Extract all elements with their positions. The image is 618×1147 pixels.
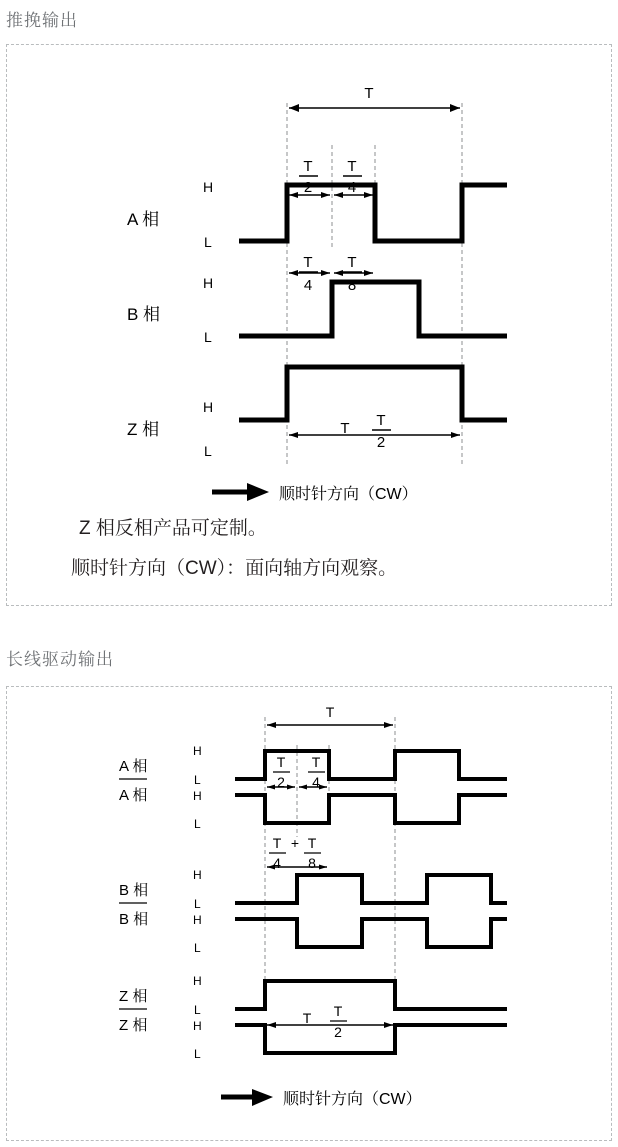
label-b-phase-2: B 相 [119,882,149,899]
dimension-t-over-4-num: T [347,158,357,175]
waveform-z-inverted-path-2 [235,1025,507,1053]
label-a-phase: A 相 [127,210,160,229]
level-a-l: L [204,234,212,250]
level-a2-l2: L [194,817,201,831]
line-driver-diagram-panel [6,686,612,1141]
note-cw-definition: 顺时针方向（CW）：面向轴方向观察。 [71,558,398,579]
dimension-period: T [364,85,374,102]
dimension-z-width-prefix: T [340,420,350,437]
dimension-z-width-num: T [376,412,386,429]
dimension2-z-width-prefix: T [302,1010,312,1026]
level-b-l: L [204,329,212,345]
dimension2-sum-first-den: 4 [273,855,281,871]
waveform-b-inverted-path-2 [235,919,507,947]
label-z-inverted-2: Z 相 [119,1017,148,1034]
level-a2-l1: L [194,773,201,787]
period-dimension-2 [267,722,393,728]
level-b2-l1: L [194,897,201,911]
waveform-a-phase-path [239,185,507,241]
dimension2-t-over-2-num: T [276,754,286,770]
level-b2-l2: L [194,941,201,955]
dimension2-sum-first-num: T [272,835,282,851]
cw-direction-label: 顺时针方向（CW） [279,486,418,503]
level-b2-h2: H [193,913,202,927]
dimension-t-over-4b-num: T [303,254,313,271]
label-a-phase-2: A 相 [119,758,148,775]
dimension2-t-over-4-den: 4 [312,774,320,790]
level-z-h: H [203,399,214,415]
level-z2-h2: H [193,1019,202,1033]
lower-sub-dimensions [289,270,373,276]
dimension-period-2: T [325,704,335,720]
level-z2-l2: L [194,1047,201,1061]
cw-direction-arrow-2 [221,1089,273,1106]
line-driver-waveform-svg [7,687,613,1142]
level-z-l: L [204,443,212,459]
waveform-b-phase-path [239,282,507,336]
dimension-z-width-den: 2 [376,434,386,451]
dimension2-sum-second-den: 8 [308,855,316,871]
note-z-phase-custom: Z 相反相产品可定制。 [79,518,267,539]
dimension-t-over-8-num: T [347,254,357,271]
dimension2-z-width-num: T [333,1003,343,1019]
level-b2-h1: H [193,868,202,882]
upper-sub-dimensions [289,192,373,198]
z-width-dimension-2 [267,1022,393,1028]
waveform-b-phase-path-2 [235,875,507,903]
level-a2-h1: H [193,744,202,758]
period-dimension [289,104,460,112]
level-a-h: H [203,179,214,195]
section-title-line-driver: 长线驱动输出 [6,650,114,669]
level-z2-l1: L [194,1003,201,1017]
dimension-t-over-2-den: 2 [303,179,313,196]
push-pull-diagram-panel [6,44,612,606]
level-b-h: H [203,275,214,291]
z-width-dimension [289,432,460,438]
waveform-z-phase-path [239,367,507,420]
cw-direction-label-2: 顺时针方向（CW） [283,1091,422,1108]
dimension-t-over-4-den: 4 [347,179,357,196]
waveform-z-phase-path-2 [235,981,507,1009]
cw-direction-arrow [212,483,269,501]
dimension2-sum-operator: + [290,835,300,851]
dimension-t-over-4b-den: 4 [303,277,313,294]
dimension2-z-width-den: 2 [334,1024,342,1040]
label-z-phase: Z 相 [127,420,160,439]
dimension-t-over-2-num: T [303,158,313,175]
label-b-phase: B 相 [127,305,161,324]
label-z-phase-2: Z 相 [119,988,148,1005]
dimension-t-over-8-den: 8 [347,277,357,294]
dimension2-t-over-4-num: T [311,754,321,770]
level-z2-h1: H [193,974,202,988]
dimension2-t-over-2-den: 2 [277,774,285,790]
level-a2-h2: H [193,789,202,803]
label-b-inverted-2: B 相 [119,911,149,928]
section-title-push-pull: 推挽输出 [6,11,78,30]
waveform-a-inverted-path-2 [235,795,507,823]
label-a-inverted-2: A 相 [119,787,148,804]
dimension2-sum-second-num: T [307,835,317,851]
